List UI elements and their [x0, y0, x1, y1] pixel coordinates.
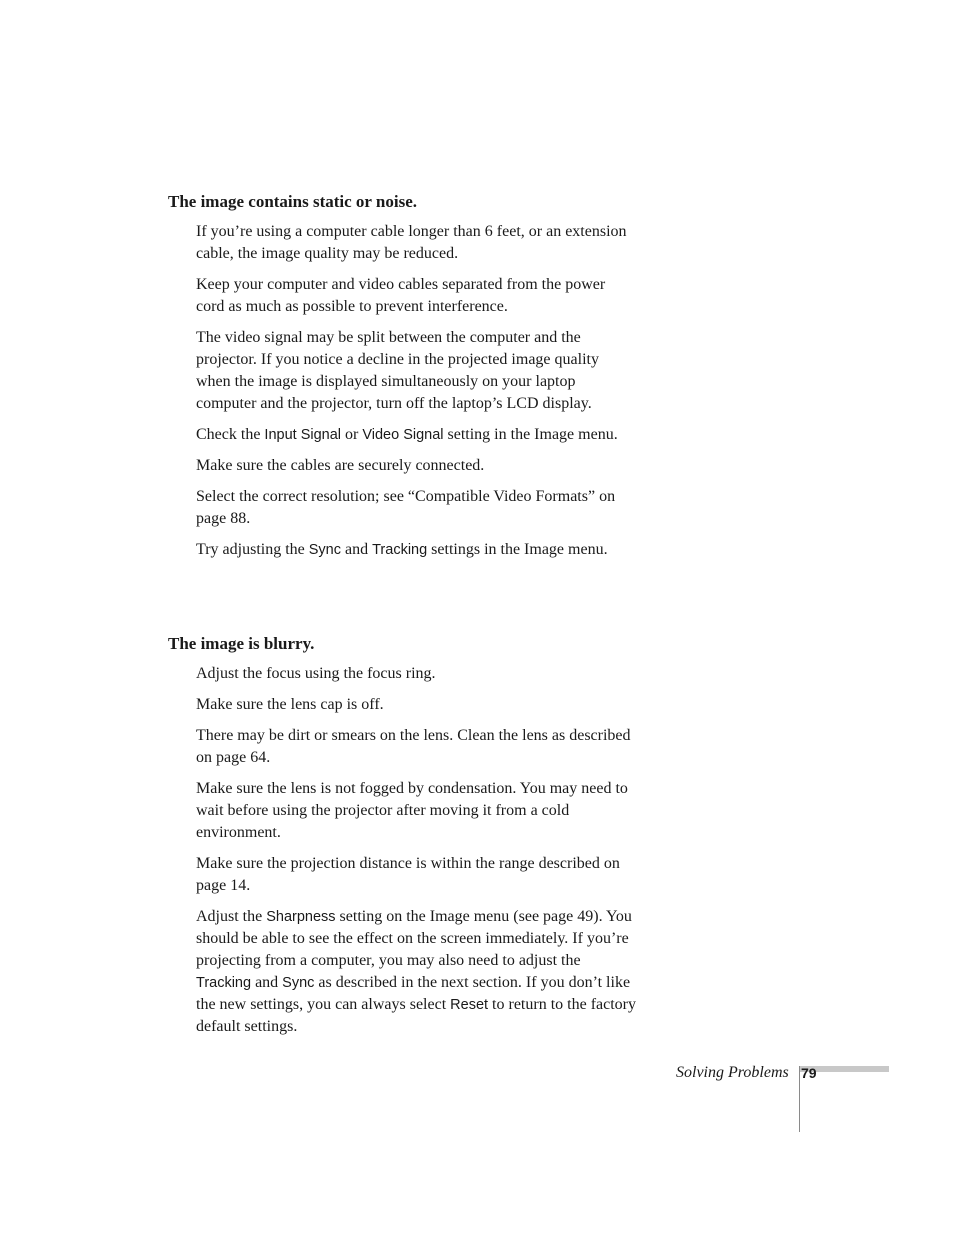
body-paragraph — [196, 539, 636, 561]
menu-setting-term: Tracking — [196, 975, 252, 991]
paragraph-text: The video signal may be split between the computer and the projector. If you notice a decline in the projected image quality when the image is displayed simultaneously on your laptop computer and the projector, turn off the laptop’s LCD display. — [196, 329, 599, 412]
body-paragraph — [196, 274, 636, 318]
paragraph-text: Make sure the lens is not fogged by condensation. You may need to wait before using the projector after moving it from a cold environment. — [196, 780, 628, 841]
menu-setting-term: Sharpness — [266, 909, 336, 925]
body-paragraph — [196, 906, 636, 1038]
paragraph-text: If you’re using a computer cable longer than 6 feet, or an extension cable, the image quality may be reduced. — [196, 223, 627, 262]
body-paragraph — [196, 424, 636, 446]
paragraph-list — [168, 221, 638, 561]
paragraph-text: Keep your computer and video cables separated from the power cord as much as possible to prevent interference. — [196, 276, 606, 315]
body-paragraph — [196, 778, 636, 844]
paragraph-text: Check the — [196, 426, 265, 443]
menu-setting-term: Sync — [308, 542, 341, 558]
paragraph-text: Try adjusting the — [196, 541, 309, 558]
body-paragraph — [196, 853, 636, 897]
menu-setting-term: Reset — [450, 997, 489, 1013]
paragraph-text: There may be dirt or smears on the lens. Clean the lens as described on page 64. — [196, 727, 631, 766]
page-number: 79 — [801, 1065, 817, 1081]
body-paragraph — [196, 327, 636, 415]
paragraph-text: Make sure the projection distance is within the range described on page 14. — [196, 855, 620, 894]
body-paragraph — [196, 694, 636, 716]
body-paragraph — [196, 663, 636, 685]
paragraph-list — [168, 663, 638, 1038]
paragraph-text: and — [251, 974, 283, 991]
menu-setting-term: Input Signal — [264, 427, 342, 443]
paragraph-text: setting on the Image menu (see page 49). You should be able to see the effect on the screen immediately. If you’re projecting from a computer, you may also need to adjust the — [196, 908, 632, 969]
paragraph-text: setting in the Image menu. — [443, 426, 618, 443]
paragraph-text: Adjust the — [196, 908, 267, 925]
section-blurry — [168, 633, 638, 1047]
body-paragraph — [196, 455, 636, 477]
section-heading: The image contains static or noise. — [168, 192, 418, 211]
footer-vertical-rule — [799, 1066, 800, 1132]
paragraph-text: Adjust the focus using the focus ring. — [196, 665, 436, 682]
section-static-noise — [168, 191, 638, 570]
menu-setting-term: Video Signal — [362, 427, 444, 443]
paragraph-text: or — [341, 426, 363, 443]
body-paragraph — [196, 725, 636, 769]
menu-setting-term: Tracking — [372, 542, 428, 558]
paragraph-text: Select the correct resolution; see “Compatible Video Formats” on page 88. — [196, 488, 616, 527]
section-heading: The image is blurry. — [168, 634, 315, 653]
paragraph-text: to return to the factory default settings. — [196, 996, 636, 1035]
body-paragraph — [196, 221, 636, 265]
footer-section-title: Solving Problems — [676, 1064, 789, 1081]
paragraph-text: as described in the next section. If you don’t like the new settings, you can always select — [196, 974, 631, 1013]
paragraph-text: Make sure the lens cap is off. — [196, 696, 384, 713]
paragraph-text: Make sure the cables are securely connected. — [196, 457, 485, 474]
body-paragraph — [196, 486, 636, 530]
paragraph-text: and — [341, 541, 373, 558]
paragraph-text: settings in the Image menu. — [427, 541, 608, 558]
menu-setting-term: Sync — [282, 975, 315, 991]
